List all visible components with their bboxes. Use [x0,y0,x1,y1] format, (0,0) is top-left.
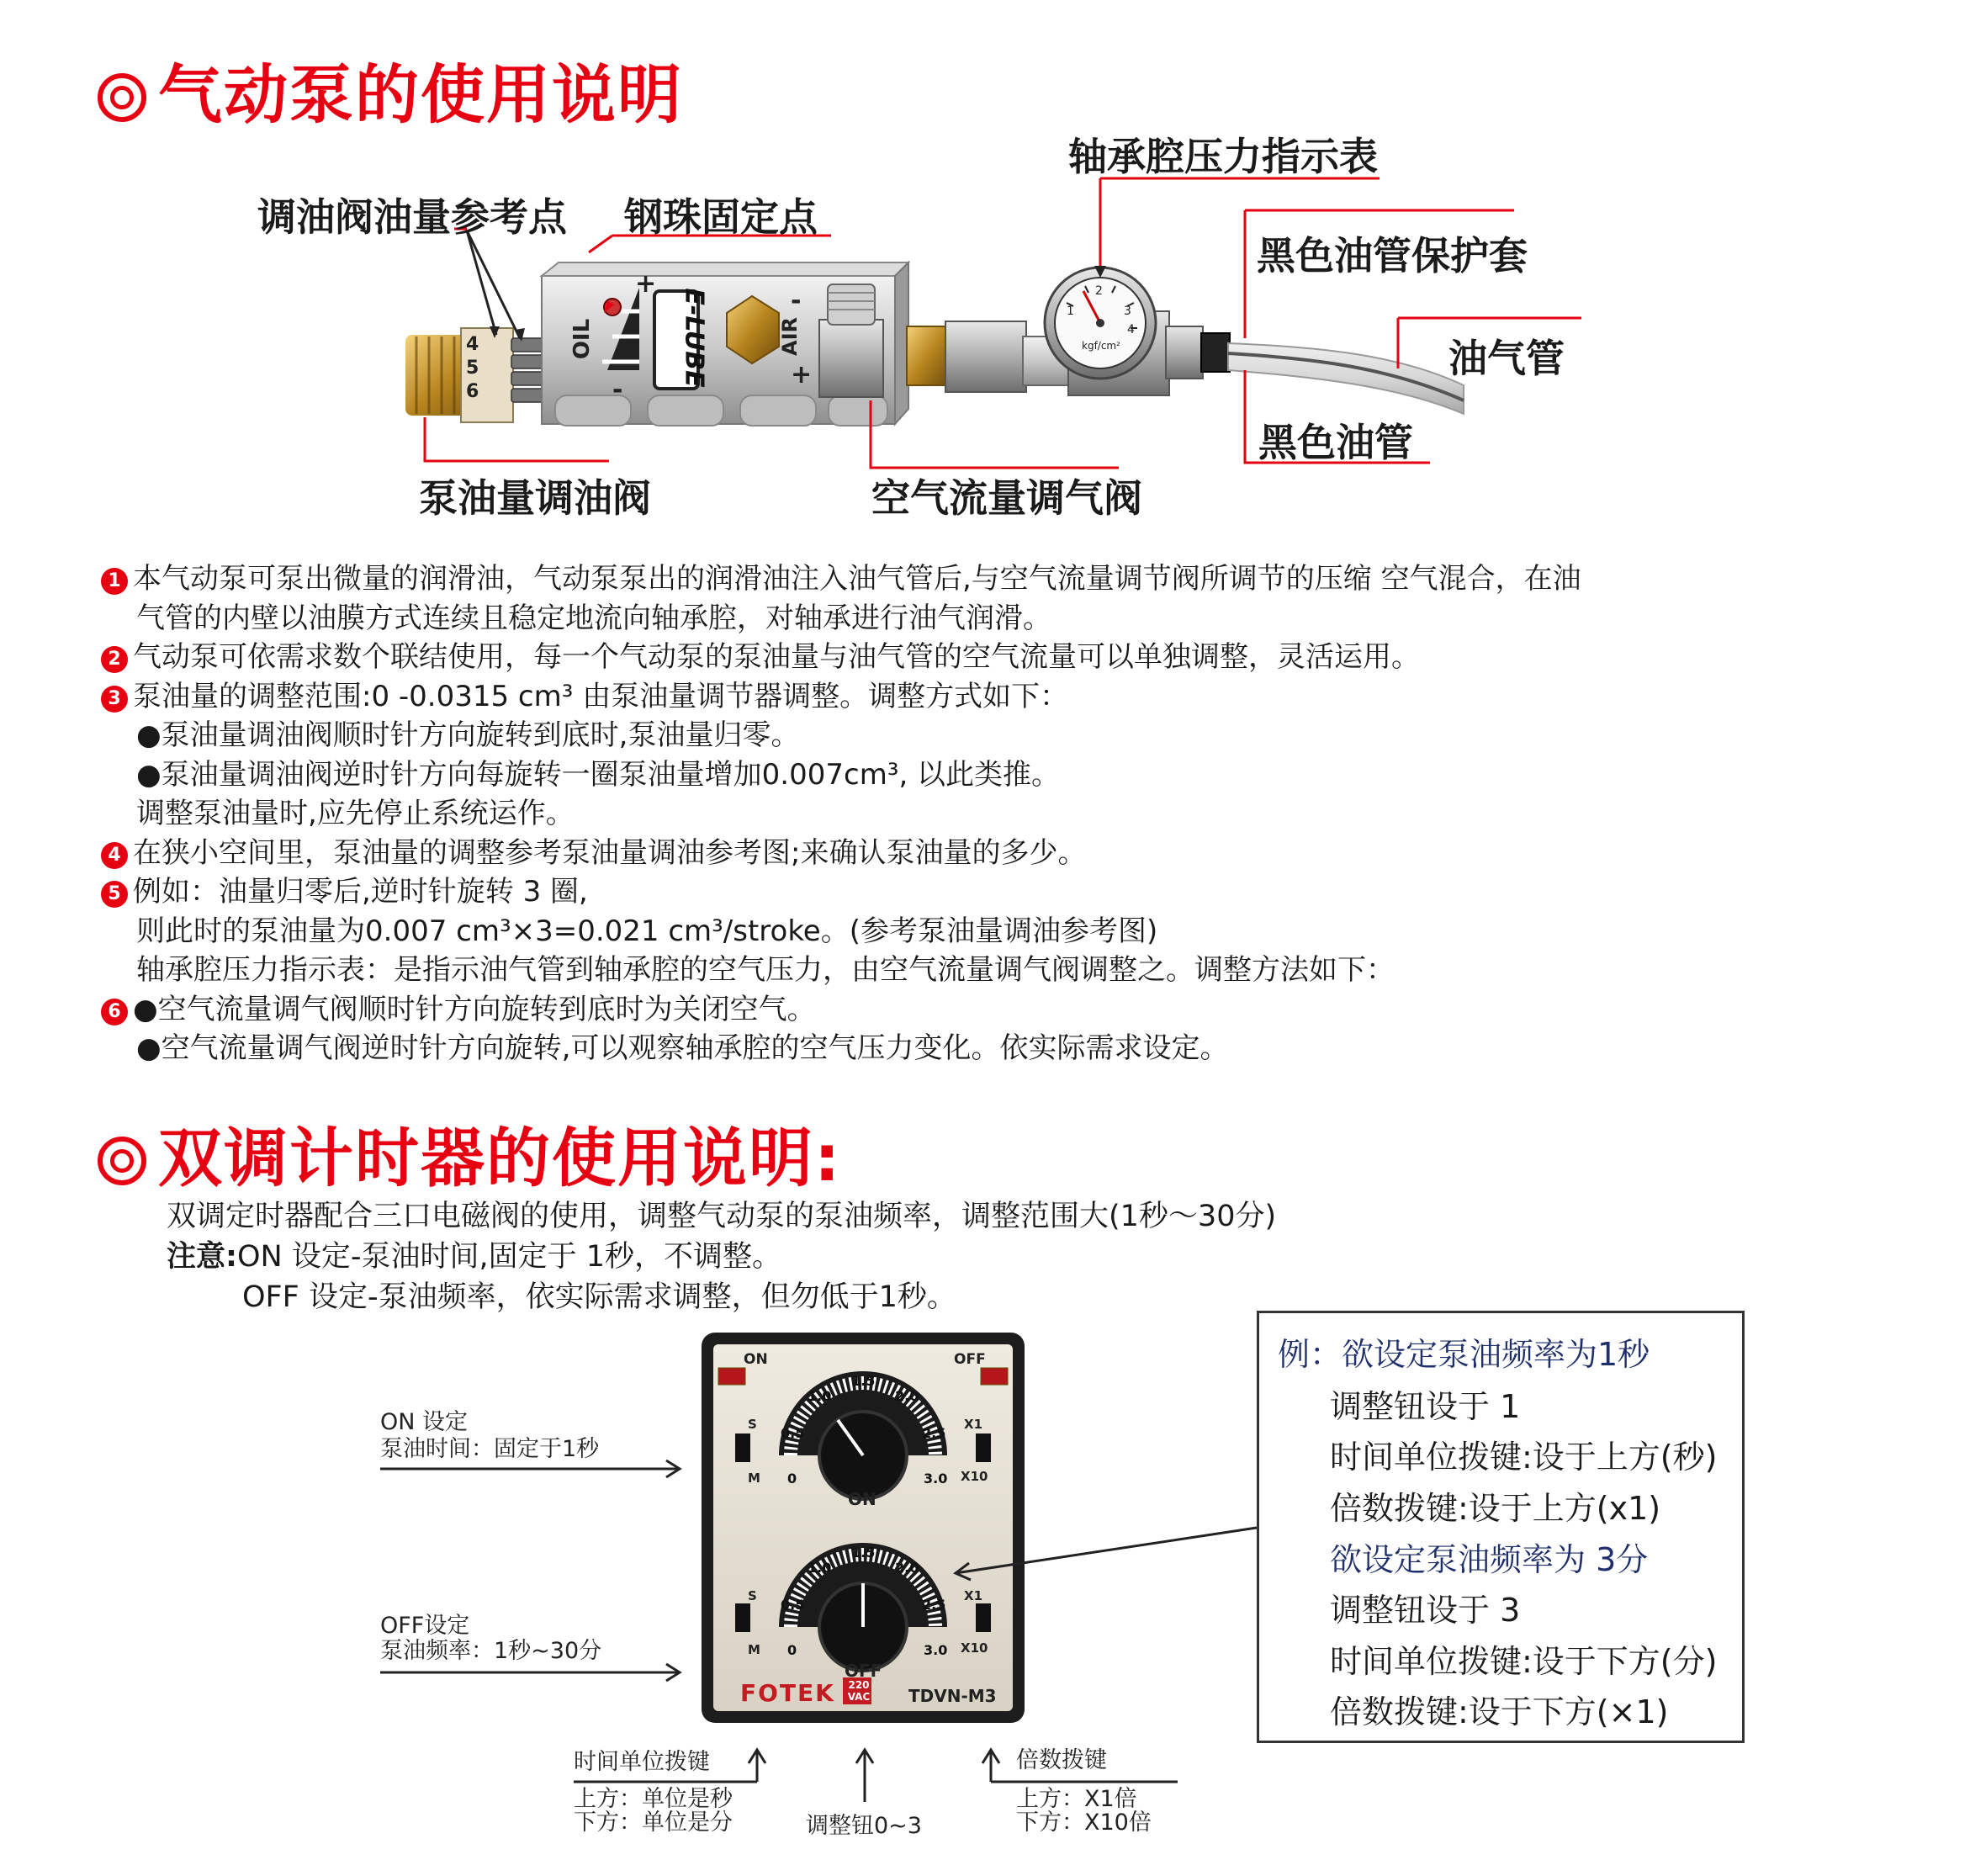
switch-x1-label: X1 [964,1417,983,1432]
minus-mark-air: - [791,286,802,315]
para-3-line: 3 泵油量的调整范围:0 -0.0315 cm³ 由泵油量调节器调整。调整方式如下： [101,677,1581,717]
black-tube-cover [1201,333,1230,372]
section2-title: 双调计时器的使用说明: [158,1121,842,1195]
dial-tick: 2.5 [922,1425,946,1441]
intro-text: 双调定时器配合三口电磁阀的使用，调整气动泵的泵油频率，调整范围大(1秒～30分) [167,1200,1277,1233]
model-label: TDVN-M3 [908,1686,997,1706]
para-4-line: 4 在狭小空间里，泵油量的调整参考泵油量调油参考图;来确认泵油量的多少。 [101,834,1581,873]
label-reference-point: 调油阀油量参考点 [257,194,567,240]
para-6-line: 6 ●空气流量调气阀顺时针方向旋转到底时为关闭空气。 [101,990,1581,1030]
switch-x10-label: X10 [961,1640,988,1656]
air-mark: AIR [777,317,802,356]
mult-key-up: 上方：X1倍 [1016,1786,1137,1812]
oil-air-tube [1228,343,1464,414]
label-black-tube-cover: 黑色油管保护套 [1257,233,1528,278]
dial-tick: 2.0 [895,1388,919,1404]
unit-key-label: 时间单位拨键 [574,1749,710,1775]
dial-on-caption: ON [848,1489,876,1509]
air-valve-body [819,320,883,397]
label-oil-air-tube: 油气管 [1448,336,1565,381]
mult-key-down: 下方：X10倍 [1016,1810,1152,1836]
switch-s-label: S [748,1588,757,1603]
dial-tick: 0 [787,1642,797,1658]
label-pressure-gauge: 轴承腔压力指示表 [1068,134,1378,179]
dial-tick: 3.0 [924,1642,948,1658]
switch-m-label: M [748,1471,760,1486]
off-setting-title: OFF设定 [380,1613,470,1639]
on-setting-desc: 泵油时间：固定于1秒 [380,1436,600,1462]
example-line: 调整钮设于 1 [1330,1388,1521,1425]
example-line: 时间单位拨键:设于下方(分) [1330,1643,1718,1680]
timer-off-label: OFF [954,1351,986,1368]
para-5-line: 5 例如：油量归零后,逆时针旋转 3 圈, [101,872,1581,912]
switch-x1-label: X1 [964,1588,983,1603]
para-3-line: ●泵油量调油阀逆时针方向每旋转一圈泵油量增加0.007cm³, 以此类推。 [136,757,1061,792]
example-line: 倍数拨键:设于上方(x1) [1330,1490,1661,1527]
note-label: 注意: [167,1240,237,1274]
para-3-line: ●泵油量调油阀顺时针方向旋转到底时,泵油量归零。 [136,718,800,752]
minus-mark-oil: - [612,375,623,405]
instructions [101,559,1581,1068]
dial-tick: 0.5 [781,1425,805,1441]
timer-on-label: ON [744,1351,768,1368]
label-black-tube: 黑色油管 [1258,420,1413,465]
example-line: 时间单位拨键:设于上方(秒) [1330,1439,1718,1476]
switch-x10-label: X10 [961,1469,988,1484]
dial-tick: 2.0 [895,1560,919,1576]
number-badge: 3 [101,686,128,713]
oil-mark: OIL [569,318,596,360]
section2-intro-block [167,1196,1276,1317]
number-badge: 5 [101,881,128,908]
para-5-line: 则此时的泵油量为0.007 cm³×3=0.021 cm³/stroke。(参考泵油量调油参考图) [136,914,1158,948]
number-badge: 4 [101,842,128,869]
label-air-valve: 空气流量调气阀 [871,475,1142,521]
pump-illustration [0,0,1970,522]
switch-m-label: M [748,1642,760,1657]
para-5-line: 轴承腔压力指示表：是指示油气管到轴承腔的空气压力，由空气流量调气阀调整之。调整方法如下： [136,953,1395,987]
gauge-tick: 3 [1124,305,1131,318]
section2-heading [98,1107,841,1199]
plus-mark-oil: + [635,269,657,299]
gauge-unit: kgf/cm² [1082,340,1120,352]
gauge-tick: 1 [1067,305,1074,318]
dial-tick: 2.5 [922,1597,946,1613]
number-badge: 6 [101,999,128,1025]
example-box [1257,1311,1745,1743]
example-line: 倍数拨键:设于下方(×1) [1330,1693,1669,1730]
dial-tick: 3.0 [924,1471,948,1486]
example-line: 欲设定泵油频率为 3分 [1330,1541,1649,1578]
para-3-line: 调整泵油量时,应先停止系统运作。 [136,797,575,830]
dial-tick: 1.0 [808,1560,832,1576]
dial-off-caption: OFF [845,1661,882,1681]
fotek-logo: FOTEK [740,1679,835,1707]
unit-key-up: 上方：单位是秒 [574,1786,733,1812]
note-line: OFF 设定-泵油频率，依实际需求调整，但勿低于1秒。 [242,1280,956,1314]
section1-title: 气动泵的使用说明 [158,57,683,132]
label-oil-valve: 泵油量调油阀 [419,475,651,521]
plus-mark-air: + [791,360,813,390]
dial-tick: 1.0 [808,1388,832,1404]
note-line: 注意:ON 设定-泵油时间,固定于 1秒，不调整。 [167,1240,782,1274]
para-1-line: 1 本气动泵可泵出微量的润滑油，气动泵泵出的润滑油注入油气管后,与空气流量调节阀所调节的压缩 空气混合，在油 [101,559,1581,599]
mult-key-label: 倍数拨键 [1016,1747,1107,1773]
double-circle-icon [98,1137,146,1185]
example-line: 例：欲设定泵油频率为1秒 [1278,1336,1650,1373]
dial-tick: 1.5 [851,1545,876,1561]
on-setting-title: ON 设定 [380,1409,469,1435]
para-1-line: 气管的内壁以油膜方式连续且稳定地流向轴承腔，对轴承进行油气润滑。 [136,601,1051,635]
label-ball-fix-point: 钢珠固定点 [624,194,818,240]
off-setting-desc: 泵油频率：1秒~30分 [380,1638,602,1664]
gauge-tick: 4 [1127,323,1135,337]
dial-tick: 0 [787,1471,797,1486]
valve-scale: 4 5 6 [466,334,479,402]
number-badge: 1 [101,568,128,595]
number-badge: 2 [101,646,128,673]
voltage-badge: 220 VAC [847,1679,871,1703]
para-6-line: ●空气流量调气阀逆时针方向旋转,可以观察轴承腔的空气压力变化。依实际需求设定。 [136,1031,1229,1065]
e-lube-logo: E-LUBE [679,288,709,388]
switch-s-label: S [748,1417,757,1432]
gauge-tick: 2 [1095,284,1103,298]
unit-key-down: 下方：单位是分 [574,1810,733,1836]
knob-label: 调整钮0~3 [806,1813,922,1839]
example-line: 调整钮设于 3 [1330,1592,1521,1629]
dial-tick: 0.5 [781,1597,805,1613]
para-2-line: 2 气动泵可依需求数个联结使用，每一个气动泵的泵油量与油气管的空气流量可以单独调整，灵活运用。 [101,638,1581,677]
dial-tick: 1.5 [851,1373,876,1389]
